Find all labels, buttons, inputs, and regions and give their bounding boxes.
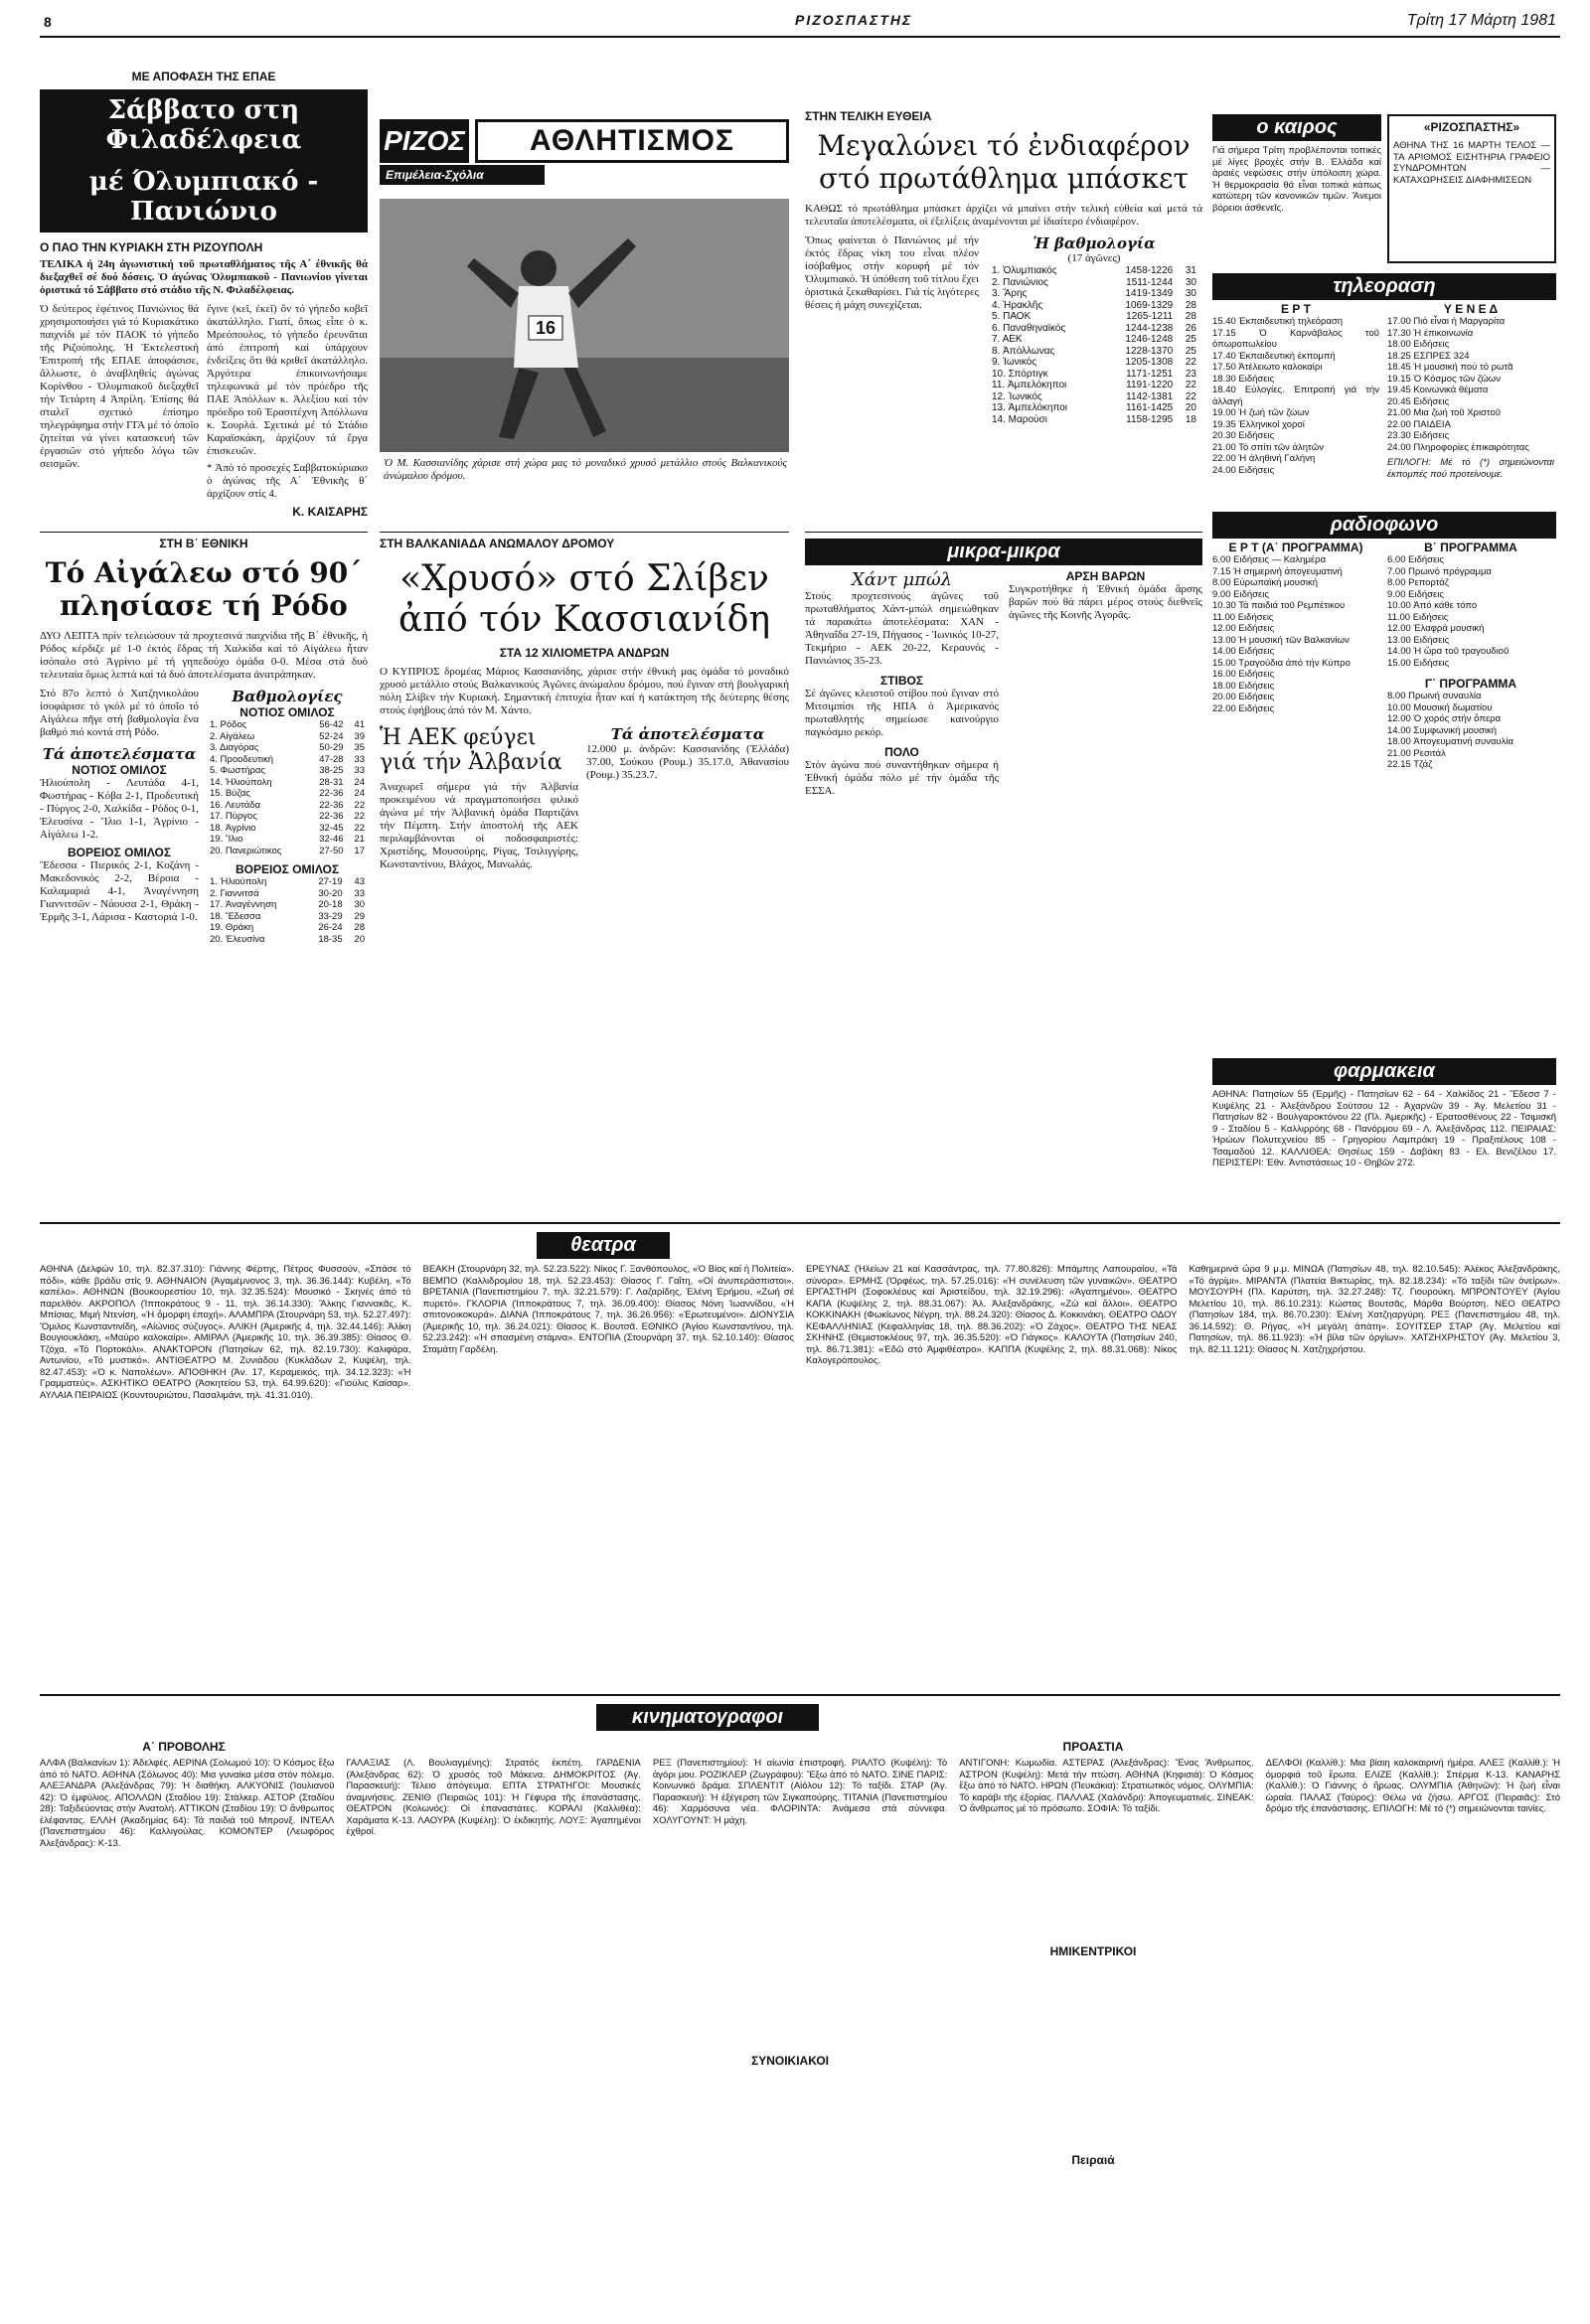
article-b-ethniki	[40, 532, 368, 1208]
table-cell: 13. Ἀμπελόκηποι	[992, 402, 1067, 413]
table-cell: 23	[1185, 368, 1196, 380]
table-row	[989, 380, 1199, 391]
ad-title: «ΡΙΖΟΣΠΑΣΤΗΣ»	[1423, 120, 1520, 134]
micro-news	[805, 532, 1202, 1208]
list-item: 22.00 ΠΑΙΔΕΙΑ	[1387, 418, 1451, 430]
article-subkicker: ΣΤΑ 12 ΧΙΛΙΟΜΕΤΡΑ ΑΝΔΡΩΝ	[499, 646, 670, 660]
issue-date: Τρίτη 17 Μάρτη 1981	[1406, 12, 1556, 29]
table-row	[989, 369, 1199, 381]
table-cell: 22-36	[319, 811, 344, 822]
table-cell: 27-50	[319, 845, 344, 856]
headline-line1: Σάββατο στη Φιλαδέλφεια	[40, 89, 368, 161]
table-row	[989, 311, 1199, 323]
table-row	[989, 277, 1199, 289]
list-item: 13.00 Ἡ μουσική τῶν Βαλκανίων	[1212, 634, 1350, 646]
table-row	[989, 265, 1199, 277]
list-item: 10.30 Τά παιδιά τοῦ Ρεμπέτικου	[1212, 600, 1346, 611]
tv-label: τηλεοραση	[1212, 273, 1556, 300]
radio-b-schedule	[1387, 554, 1554, 669]
table-row	[207, 911, 368, 923]
table-cell: 19. Θράκη	[210, 922, 254, 933]
listing-column: ΑΘΗΝΑ (Δελφών 10, τηλ. 82.37.310): Γιάννης Φέρτης, Πέτρος Φυσσούν, «Σπάσε τό πόδι», κάθε βράδυ στίς 9. ΑΘΗΝΑΙΟΝ (Ἀγαμέμνονος 3, τηλ. 36.36.144): Κυβέλη, «Τό καπέλο». ΑΘΗΝΩΝ (Βουκουρεστίου 10, τηλ. 32.35.524): Μουσικό - Σκηνές ἀπό τό παρελθόν. ΑΚΡΟΠΟΛ (Ἰπποκράτους 9 - 11, τηλ. 36.14.330): Ἄλκης Γιαννακᾶς, Κ. Μπίσιας, Μιμή Ντενίση, «Ἡ ὄμορφη ἐποχή». ΑΛΑΜΠΡΑ (Στουρνάρη 53, τηλ. 52.27.497): Ὅμιλος Κωνσταντινίδη, «Αἰώνιος σύζυγος». ΑΛΙΚΗ (Ἀμερικῆς 4, τηλ. 32.44.146): Ἀλίκη Βουγιουκλάκη, «Μαύρο καλοκαίρι». ΑΜΙΡΑΛ (Ἀμερικῆς 10, τηλ. 36.39.385): Θίασος Θ. Τζόχα, «Τό Πορτοκάλι». ΑΝΑΚΤΟΡΟΝ (Πατησίων 62, τηλ. 82.19.730): Καλιφάρα, Αντωνίου, «Τό μυστικό». ΑΝΤΙΘΕΑΤΡΟ Μ. Ζυνιάδου (Κυκλάδων 2, Κυψέλη, τηλ. 82.47.453): «Ὁ κ. Ναπολέων». ΑΠΟΘΗΚΗ (Ἀν. 17, Κεραμεικός, τηλ. 34.12.323): «Ἡ Γραμματεύς». ΑΣΚΗΤΙΚΟ ΘΕΑΤΡΟ (Ἀσκητείου 53, τηλ. 64.99.620): «Γιούλις Καίσαρ». ΑΥΛΑΙΑ ΠΕΙΡΑΙΩΣ (Κουντουριώτου, Πασαλιμάνι, τηλ. 41.31.010).	[40, 1264, 411, 1401]
table-row	[207, 823, 368, 835]
south-standings-table	[207, 719, 368, 856]
list-item: 19.15 Ὁ Κόσμος τῶν ζώων	[1387, 373, 1501, 385]
list-item: 21.00 Μια ζωή τοῦ Χριστοῦ	[1387, 407, 1502, 418]
table-cell: 22	[354, 811, 365, 822]
list-item: 23.30 Ειδήσεις	[1387, 430, 1450, 441]
table-cell: 33	[354, 765, 365, 776]
list-item: 14.00 Συμφωνική μουσική	[1387, 724, 1498, 736]
list-item: 15.00 Ειδήσεις	[1387, 657, 1450, 669]
table-row	[207, 811, 368, 823]
table-cell: 14. Ἠλιούπολη	[210, 776, 272, 788]
list-item: 7.15 Ἡ σημερινή ἀπογευματινή	[1212, 565, 1343, 577]
cinemas-listing	[40, 1758, 1560, 2309]
table-cell: 28-31	[319, 776, 344, 788]
article-kicker: ΜΕ ΑΠΟΦΑΣΗ ΤΗΣ ΕΠΑΕ	[131, 70, 276, 83]
table-cell: 1158-1295	[1126, 413, 1174, 425]
masthead-riz: ΡΙΖΟΣ	[380, 119, 469, 163]
byline: Κ. ΚΑΙΣΑΡΗΣ	[292, 505, 368, 517]
list-item: 20.45 Ειδήσεις	[1387, 395, 1450, 407]
headline-line2: πλησίασε τή Ρόδο	[60, 589, 348, 622]
list-item: 14.00 Ειδήσεις	[1212, 646, 1275, 657]
table-cell: 14. Μαρούσι	[992, 413, 1047, 425]
weather-text: Γιά σήμερα Τρίτη προβλέπονται τοπικές μέ λίγες βροχές στήν Β. Ἑλλάδα καί ἀραιές νεφώσεις στήν ὑπόλοιπη χώρα. Ἡ θερμοκρασία θά εἶναι τοπικά κάπως κατώτερη τῶν κανονικῶν τιμῶν. Ἄνεμοι βόρειοι ἀσθενεῖς.	[1212, 145, 1381, 214]
results-title: Τά ἀποτελέσματα	[42, 745, 197, 763]
table-cell: 52-24	[319, 730, 344, 742]
table-cell: 1191-1220	[1126, 380, 1174, 390]
standings-subtitle: (17 ἀγῶνες)	[1067, 252, 1121, 264]
article-body: Ὁ δεύτερος ἐφέτινος Πανιώνιος θά χρησιμοποιήσει γιά τό Κυριακάτικο παιχνίδι μέ τόν ΠΑΟΚ τό γήπεδο τῆς Ριζούπολης. Ἡ Ἐκτελεστική Ἐπιτροπή τῆς ΕΠΑΕ ἀποφάσισε, ἄλλωστε, ὁ ἀναβληθείς ἀγώνας Κορίνθου - Ὀλυμπιακοῦ διεξαχθεῖ τήν Τετάρτη 4 Ἀπρίλη. Ἐπίσης θά σταλεῖ σχετικό ἐπίσημο τηλεγράφημα στήν ΓΓΑ μέ τό ὁποῖο ζητείται νά γίνει κατασκευή τῶν ἐργασιῶν στό γήπεδο λόγω τῶν σεισμῶν.	[40, 303, 199, 470]
list-item: 17.00 Πιό εἶναι ἡ Μαργαρίτα	[1387, 316, 1506, 327]
theatres-section	[40, 1222, 1560, 1691]
theatres-label: θεατρα	[537, 1232, 670, 1259]
list-item: 19.35 Ἑλληνικοί χοροί	[1212, 418, 1305, 430]
table-row	[207, 788, 368, 800]
table-cell: 18. Ἔδεσσα	[210, 910, 261, 922]
table-cell: 20	[354, 933, 365, 945]
section-masthead	[380, 119, 789, 187]
table-row	[989, 300, 1199, 312]
aek-headline-line2: γιά τήν Ἀλβανία	[380, 750, 562, 775]
table-cell: 4. Ἠρακλῆς	[992, 299, 1043, 311]
list-item: 21.00 Τό σπίτι τῶν ἀλητῶν	[1212, 441, 1324, 453]
list-item: 19.45 Κοινωνικά θέματα	[1387, 385, 1489, 395]
table-cell: 1. Ὀλυμπιακός	[992, 265, 1057, 276]
radio-a-schedule	[1212, 554, 1379, 714]
table-row	[989, 414, 1199, 426]
table-cell: 1458-1226	[1125, 265, 1174, 276]
table-cell: 2. Πανιώνιος	[992, 276, 1048, 288]
pharmacies-text: ΑΘΗΝΑ: Πατησίων 55 (Ἐρμῆς) - Πατησίων 62 - 64 - Χαλκίδος 21 - Ἔδεσσ 7 - Κυψέλης 21 - Ἀλεξάνδρου Σούτσου 12 - Ἀχαρνῶν 39 - Ἀγ. Μελετίου 31 - Πατησίων 82 - Βουλγαροκτόνου 22 (Πλ. Ἀμερικῆς) - Ἐρατοσθένους 22 - Τσιμισκῆ 9 - Σταδίου 5 - Καλλιρρόης 68 - Πανόρμου 69 - Λ. Ἀλεξάνδρας 112. ΠΕΙΡΑΙΑΣ: Ἠρώων Πολυτεχνείου 85 - Γρηγορίου Λαμπράκη 19 - Πραξιτέλους 108 - Τσαμαδού 12. ΚΑΛΛΙΘΕΑ: Θησέως 159 - Δαβάκη 83 - Ελ. Βενιζέλου 17. ΠΕΡΙΣΤΕΡΙ: Ἐθν. Ἀντιστάσεως 10 - Θηβῶν 272.	[1212, 1089, 1556, 1168]
table-cell: 31	[1185, 265, 1196, 276]
table-cell: 20. Ἐλευσίνα	[210, 933, 265, 945]
table-cell: 8. Ἀπόλλωνας	[992, 345, 1055, 357]
standings-title: Ἡ βαθμολογία	[1033, 234, 1156, 252]
table-cell: 24	[354, 788, 365, 799]
athletics-body: Σέ ἀγῶνες κλειστοῦ στίβου πού ἔγιναν στό Μιτσιμπίσι τῆς ΗΠΑ ὁ Ἀμερικανός πρωταθλητής σημείωσε καινούργιο παγκόσμιο ρεκόρ.	[805, 688, 999, 738]
tv-note: ΕΠΙΛΟΓΗ: Μέ τό (*) σημειώνονται ἐκπομπές πού προτείνουμε.	[1387, 457, 1554, 480]
table-cell: 25	[1185, 345, 1196, 357]
theatres-listing	[40, 1264, 1560, 1686]
listing-column: ΑΛΦΑ (Βαλκανίων 1): Ἀδελφές. ΑΕΡΙΝΑ (Σολωμού 10): Ὁ Κόσμος ἔξω ἀπό τό ΝΑΤΟ. ΑΘΗΝΑ (Σόλωνος 40): Μια γυναίκα μέσα στόν πόλεμο. ΑΛΕΞΑΝΔΡΑ (Ἀλεξάνδρας 79): Ἡ διαθήκη. ΑΛΚΥΟΝΙΣ (Ἰουλιανοῦ 42): Ὁ ἐμφύλιος. ΑΠΟΛΛΩΝ (Σταδίου 19): Στάλκερ. ΑΣΤΟΡ (Σταδίου 28): Ταξιδεύοντας στήν Ἀνατολή. ΑΤΤΙΚΟΝ (Σταδίου 19): Ὁ ἄνθρωπος ἐλέφαντας. ΕΛΛΗ (Ἀκαδημίας 64): Τά παιδιά τοῦ Μπρονξ. ΙΝΤΕΑΛ (Πανεπιστημίου 46): Καλλιγούλας. ΚΟΜΟΝΤΕΡ (Λεωφόρος Ἀλεξάνδρας): Κ-13.	[40, 1758, 335, 1849]
listing-column: ΓΑΛΑΞΙΑΣ (Λ. Βουλιαγμένης): Στρατός ἐκπέτη. ΓΑΡΔΕΝΙΑ (Ἀλεξάνδρας 62): Ὁ χρυσός τοῦ Μάκενα. ΔΗΜΟΚΡΙΤΟΣ (Ἀγ. Παρασκευή): Τέλειο ἀπόγευμα. ΕΠΤΑ ΣΤΡΑΤΗΓΟΙ: Μουσικές ἀναμνήσεις. ΖΕΝΙΘ (Πειραιῶς 101): Ἡ Γέφυρα τῆς ἐπανάστασης. ΘΕΑΤΡΟΝ (Κολωνός): Οἱ ἐπαναστάτες. ΚΟΡΑΛΙ (Καλλιθέα): Χαράματα Κ-13. ΛΑΟΥΡΑ (Κυψέλη): Ὁ ἐκδικητής. ΛΟΥΞ: Ἀγαπημένοι ἐχθροί.	[346, 1758, 641, 1837]
list-item: 22.15 Τζάζ	[1387, 759, 1433, 770]
table-cell: 20	[1185, 402, 1196, 413]
newspaper-ad	[1387, 114, 1556, 263]
headline-line1: Μεγαλώνει τό ἐνδιαφέρον	[817, 129, 1191, 162]
table-cell: 18-35	[318, 933, 343, 945]
table-cell: 6. Παναθηναϊκός	[992, 322, 1066, 334]
list-item: 9.00 Ειδήσεις	[1387, 588, 1444, 600]
table-row	[207, 934, 368, 946]
table-cell: 1265-1211	[1126, 311, 1174, 322]
table-cell: 1. Ρόδος	[210, 719, 247, 730]
list-item: 18.00 Ειδήσεις	[1387, 339, 1450, 350]
table-cell: 19. Ἴλιο	[210, 834, 243, 845]
radio-a-title: Ε Ρ Τ (Α΄ ΠΡΟΓΡΑΜΜΑ)	[1228, 541, 1363, 554]
table-cell: 9. Ἰωνικός	[992, 357, 1037, 368]
list-item: 12.00 Ειδήσεις	[1212, 623, 1275, 634]
article-body: Ὅπως φαίνεται ὁ Πανιώνιος μέ τήν ἐκτός ἕδρας νίκη του εἶναι πλέον ἰσόβαθμος στήν κορυφή μέ τόν Ὀλυμπιακό. Ἡ ὑπόθεση τοῦ τίτλου ἔχει ὁριστικά ξεκαθαρίσει. Γιά τίς λιγότερες θέσεις ἡ μάχη συνεχίζεται.	[805, 234, 979, 311]
handball-title: Χάντ μπώλ	[851, 569, 953, 590]
article-kicker: ΣΤΗ ΒΑΛΚΑΝΙΑΔΑ ΑΝΩΜΑΛΟΥ ΔΡΟΜΟΥ	[380, 537, 615, 550]
pharmacies-label: φαρμακεια	[1212, 1058, 1556, 1085]
suburbs-title: ΠΡΟΑΣΤΙΑ	[1062, 1740, 1124, 1754]
table-row	[207, 719, 368, 731]
article-lead: ΔΥΟ ΛΕΠΤΑ πρίν τελειώσουν τά προχτεσινά παιχνίδια τῆς Β΄ έθνικῆς, ἡ Ρόδος κέρδιζε μέ 1-0 ἐκτός ἕδρας τή Χαλκίδα καί τό Αἰγάλεω ἦταν ἰσόπαλο στό Ἀγρίνιο μέ τή γηπεδούχο ὁμάδα 0-0. Μέσα στά δυό τελευταία ὅμως λεπτά καί τά δυό ἀποτελέσματα ἀνατράπηκαν.	[40, 630, 368, 681]
table-cell: 17	[354, 845, 365, 856]
list-item: 6.00 Ειδήσεις	[1387, 554, 1444, 565]
table-cell: 1228-1370	[1125, 345, 1174, 357]
table-cell: 27-19	[318, 876, 343, 887]
polo-body: Στόν ἀγώνα πού συναντήθηκαν σήμερα ἡ Ἐθνική ὁμάδα πόλο μέ τήν ὁμάδα τῆς ΕΣΣΑ.	[805, 759, 999, 797]
table-cell: 30-20	[318, 887, 343, 899]
table-cell: 43	[354, 876, 365, 887]
handball-body: Στούς προχτεσινούς ἀγῶνες τοῦ πρωταθλήματος Χάντ-μπώλ σημειώθηκαν τά παρακάτω ἀποτελέσματα: ΧΑΝ - Ἀθηναΐδα 27-19, Πήγασος - Ἰωνικός 10-27, Τεκμήριο - ΑΕΚ 20-22, Κεραυνός - Πανιώνιος 35-23.	[805, 590, 999, 667]
article-body: ἔγινε (κεῖ, ἐκεῖ) ὄν τό γήπεδο κοβεῖ ἀκατάλληλο. Γιατί, ὅπως εἶπε ὁ κ. Μρεόπουλος, τό γήπεδο ἐρευνᾶται ἀπό ἐπιτροπή καί ὑπάρχουν ἐνδείξεις ὅτι θά κριθεῖ ἀκατάλληλο. Ἀργότερα ἐπικοινωνήσαμε τηλεφωνικά μέ τόν πρόεδρο τῆς ΠΑΕ Ἀπόλλων κ. Ἀλεξίου καί τόν πρόεδρο τοῦ Ἐρασιτέχνη Ἀπόλλωνα κ. Σουρλά. Σχετικά μέ τό Στάδιο Καραϊσκάκη, ἀρχίζουν τά ἔργα ἐπισκευῶν.	[207, 303, 368, 457]
ert-title: Ε Ρ Τ	[1280, 302, 1311, 316]
table-cell: 29	[354, 910, 365, 922]
radio-g-schedule	[1387, 691, 1554, 771]
weather-label: ο καιρος	[1212, 114, 1381, 141]
table-row	[989, 402, 1199, 414]
table-cell: 30	[1185, 276, 1196, 288]
table-cell: 50-29	[319, 742, 344, 753]
table-cell: 22	[354, 799, 365, 811]
list-item: 12.00 Ἐλαφρά μουσική	[1387, 623, 1485, 634]
radio-b-title: Β΄ ΠΡΟΓΡΑΜΜΑ	[1424, 541, 1517, 554]
table-cell: 30	[354, 899, 365, 910]
list-item: 21.00 Ρεσιτάλ	[1387, 747, 1446, 759]
list-item: 24.00 Ειδήσεις	[1212, 464, 1275, 476]
table-cell: 33	[354, 753, 365, 765]
table-row	[989, 357, 1199, 369]
table-cell: 25	[1185, 334, 1196, 345]
table-cell: 26	[1185, 322, 1196, 334]
table-cell: 1171-1251	[1126, 368, 1174, 380]
listing-column: ΕΡΕΥΝΑΣ (Ἠλείων 21 καί Κασσάντρας, τηλ. 77.80.826): Μπάμπης Λαπουραίου, «Τά σύνορα». ΕΡΜΗΣ (Ὀρφέως, τηλ. 57.25.016): «Ἡ συνέλευση τῶν γυναικῶν». ΘΕΑΤΡΟ ΕΡΓΑΣΤΗΡΙ (Σοφοκλέους καί Ἀριστείδου, τηλ. 32.19.296): «Ἀγαπημένοι». ΘΕΑΤΡΟ ΚΑΠΑ (Κυψέλης 2, τηλ. 88.31.067): Ἀλ. Ἀλεξανδράκης, «Ζώ καί ἄλλοι». ΘΕΑΤΡΟ ΚΟΚΚΙΝΑΚΗ (Φωκίωνος Νέγρη, τηλ. 88.24.320): Θίασος Δ. Κοκκινάκη. ΘΕΑΤΡΟ ΟΔΟΥ ΚΕΦΑΛΛΗΝΙΑΣ (Κεφαλληνίας 18, τηλ. 88.36.202): «Ὁ Ζάχος». ΘΕΑΤΡΟ ΤΗΣ ΝΕΑΣ ΣΚΗΝΗΣ (Θεμιστοκλέους 97, τηλ. 36.35.520): «Ὁ Γιάγκος». ΚΑΛΟΥΤΑ (Πατησίων 240, τηλ. 86.71.381): «Ἑδῶ στό Ἀμφιθέατρο». ΚΑΠΠΑ (Κυψέλης 2, τηλ. 88.31.068): Νίκος Καλογερόπουλος.	[806, 1264, 1178, 1366]
photo-caption: Ὁ Μ. Κασσιανίδης χάρισε στή χώρα μας τό μοναδικό χρυσό μετάλλιο στούς Βαλκανικούς ἀνώμαλου δρόμου.	[384, 457, 787, 482]
table-row	[207, 731, 368, 743]
list-item: 24.00 Πληροφορίες ἐπικαιρότητας	[1387, 441, 1529, 453]
list-item: 17.50 Ἀτέλειωτο καλοκαίρι	[1212, 362, 1323, 373]
table-cell: 35	[354, 742, 365, 753]
table-cell: 32-45	[319, 822, 344, 834]
cinemas-section	[40, 1694, 1560, 2312]
list-item: 9.00 Ειδήσεις	[1212, 588, 1269, 600]
runner-photo	[380, 199, 789, 452]
table-row	[989, 323, 1199, 335]
north-standings-table	[207, 876, 368, 945]
table-row	[207, 922, 368, 934]
table-cell: 3. Διαγόρας	[210, 742, 259, 753]
south-standings-title: ΝΟΤΙΟΣ ΟΜΙΛΟΣ	[239, 705, 335, 719]
page-number: 8	[44, 14, 52, 30]
table-cell: 30	[1185, 288, 1196, 299]
table-cell: 22	[1185, 380, 1196, 390]
north-standings-title: ΒΟΡΕΙΟΣ ΟΜΙΛΟΣ	[235, 862, 340, 876]
table-row	[989, 334, 1199, 346]
list-item: 17.15 Ὁ Καρνάβαλος τοῦ ὁπωροπωλείου	[1212, 327, 1379, 350]
table-row	[207, 754, 368, 766]
weightlifting-title: ΑΡΣΗ ΒΑΡΩΝ	[1065, 569, 1146, 583]
list-item: 17.40 Ἐκπαιδευτική ἐκπομπή	[1212, 350, 1336, 362]
table-cell: 1205-1308	[1125, 357, 1174, 368]
first-run-title: Α΄ ΠΡΟΒΟΛΗΣ	[142, 1740, 226, 1754]
table-cell: 12. Ἰωνικός	[992, 390, 1042, 402]
table-cell: 3. Ἄρης	[992, 288, 1028, 299]
table-cell: 18	[1185, 413, 1196, 425]
listing-column: ΒΕΑΚΗ (Στουρνάρη 32, τηλ. 52.23.522): Νίκος Γ. Ξανθόπουλος, «Ὁ Βίος καί ἡ Πολιτεία». ΒΕΜΠΟ (Καλλιδρομίου 18, τηλ. 52.23.453): Θίασος Γ. Γαΐτη, «Οἱ ἀνυπεράσπιστοι». ΒΡΕΤΑΝΙΑ (Πανεπιστημίου 7, τηλ. 32.21.579): Γ. Λαζαρίδης, Ἑλένη Ἐρήμου, «Ζωή σέ πυρετό». ΓΚΛΟΡΙΑ (Ἱπποκράτους 7, τηλ. 36.09.400): Θίασος Νόνη Ἰωαννίδου, «Ἡ σπιτονοικοκυρά». ΔΙΑΝΑ (Ἱπποκράτους 7, τηλ. 36.26.956): «Ἐρωτευμένοι». ΔΙΟΝΥΣΙΑ (Ἀμερικῆς 10, τηλ. 36.24.021): Θίασος Κ. Βουτσᾶ. ΕΘΝΙΚΟ (Ἀγίου Κωνσταντίνου, τηλ. 52.23.242): «Ἡ σπασμένη στάμνα». ΕΝΤΟΠΙΑ (Στουρνάρη 37, τηλ. 52.10.140): Θίασος Σταμάτη Γαρδέλη.	[422, 1264, 794, 1355]
table-cell: 56-42	[319, 719, 344, 730]
table-cell: 47-28	[319, 753, 344, 765]
list-item: 18.00 Ειδήσεις	[1212, 680, 1275, 692]
page-header	[40, 10, 1560, 38]
cinemas-label: κινηματογραφοι	[596, 1704, 819, 1731]
list-item: 18.00 Ἀπογευματινή συναυλία	[1387, 736, 1513, 747]
runner-figure	[380, 199, 789, 452]
table-row	[207, 846, 368, 857]
headline-line1: «Χρυσό» στό Σλίβεν	[399, 558, 769, 599]
polo-title: ΠΟΛΟ	[884, 745, 919, 759]
athletics-title: ΣΤΙΒΟΣ	[879, 674, 924, 688]
list-item: 14.00 Ἡ ὥρα τοῦ τραγουδιοῦ	[1387, 646, 1510, 657]
list-item: 8.00 Πρωινή συναυλία	[1387, 691, 1482, 701]
headline-line2: στό πρωτάθλημα μπάσκετ	[819, 162, 1189, 195]
standings-title: Βαθμολογίες	[232, 688, 343, 705]
list-item: 18.45 Ἡ μουσική πού τό ρωτᾶ	[1387, 362, 1513, 373]
aek-headline-line1: Ἡ ΑΕΚ φεύγει	[380, 725, 537, 750]
list-item: 10.00 Μουσική δωματίου	[1387, 701, 1493, 713]
list-item: 6.00 Ειδήσεις — Καλημέρα	[1212, 554, 1327, 565]
list-item: 18.30 Ειδήσεις	[1212, 373, 1275, 385]
table-cell: 1511-1244	[1126, 276, 1174, 288]
north-group-title: ΒΟΡΕΙΟΣ ΟΜΙΛΟΣ	[67, 846, 172, 859]
headline-line1: Τό Αἰγάλεω στό 90΄	[45, 556, 363, 589]
tv-listings	[1212, 273, 1556, 502]
weather-box	[1212, 114, 1381, 263]
table-cell: 22	[354, 822, 365, 834]
table-row	[207, 765, 368, 777]
list-item: 15.00 Τραγούδια ἀπό τήν Κύπρο	[1212, 657, 1351, 669]
list-item: 19.00 Ἡ ζωή τῶν ζώων	[1212, 407, 1310, 418]
north-results: Ἔδεσσα - Πιερικός 2-1, Κοζάνη - Μακεδονικός 2-2, Βέροια - Καλαμαριά 4-1, Ἀναγέννηση Γιαννιτσῶν - Νάουσα 2-1, Θράκη - Ἑρμῆς 3-1, Λάρισα - Καστοριά 1-0.	[40, 859, 199, 923]
headline-line2: ἀπό τόν Κασσιανίδη	[398, 599, 771, 640]
list-item: 18.40 Εὐλογίες. Ἐπιτροπή γιά τήν ἀλλαγή	[1212, 385, 1379, 407]
article-lead: ΚΑΘΩΣ τό πρωτάθλημα μπάσκετ ἀρχίζει νά μπαίνει στήν τελική εὐθεία καί μετά τά τελευταῖα ἀποτελέσματα, οἱ ἐξελίξεις ἀναμένονται μέ ἰδιαίτερο ἐνδιαφέρον.	[805, 203, 1202, 228]
list-item: 18.25 ΕΣΠΡΕΣ 324	[1387, 350, 1470, 362]
table-cell: 2. Αἰγάλεω	[210, 730, 255, 742]
listing-column: ΑΝΤΙΓΟΝΗ: Κωμωδία. ΑΣΤΕΡΑΣ (Ἀλεξάνδρας): Ἔνας Ἄνθρωπος. ΑΣΤΡΟΝ (Κυψέλη): Μετά τήν πτώση. ΑΘΗΝΑ (Κηφισιά): Ὁ Κόσμος ἔξω ἀπό τό ΝΑΤΟ. ΗΡΩΝ (Πευκάκια): Στρατιωτικός νόμος. ΟΛΥΜΠΙΑ: Τό καράβι τῆς ἐξορίας. ΠΑΛΛΑΣ (Χαλάνδρι): Ἀπογευματινές. ΣΙΝΕΑΚ: Ὁ ἄνθρωπος μέ τό πρόσωπο. ΣΟΦΙΑ: Τό ταξίδι.	[959, 1758, 1254, 1814]
table-row	[207, 834, 368, 846]
table-row	[207, 876, 368, 888]
article-lead: ΤΕΛΙΚΑ ή 24η άγωνιστική τοῦ πρωταθλήματος τῆς Α΄ έθνικῆς θά διεξαχθεῖ σέ δυό δόσεις. Ὁ ἀγώνας Ὀλυμπιακοῦ - Πανιωνίου γίνεται ὁριστικά τό Σάββατο στό στάδιο τῆς Ν. Φιλαδέλφειας.	[40, 258, 368, 296]
newspaper-name: ΡΙΖΟΣΠΑΣΤΗΣ	[795, 12, 913, 28]
ad-text: ΑΘΗΝΑ ΤΗΣ 16 ΜΑΡΤΗ ΤΕΛΟΣ — ΤΑ ΑΡΙΘΜΟΣ ΕΙΣΗΤΗΡΙΑ ΓΡΑΦΕΙΟ ΣΥΝΔΡΟΜΗΤΩΝ — ΚΑΤΑΧΩΡΗΣΕΙΣ ΔΙΑΦΗΜΙΣΕΩΝ	[1393, 140, 1550, 186]
table-cell: 17. Πύργος	[210, 811, 257, 822]
article-body: Ο ΚΥΠΡΙΟΣ δρομέας Μάριος Κασσιανίδης, χάρισε στήν ἐθνική μας ὁμάδα τό μοναδικό χρυσό μετάλλιο στούς Βαλκανικούς Ἀγῶνες ἀνώμαλου δρόμου, πού ἔγιναν στή βουλγαρική πόλη Σλίβεν τήν Κυριακή. Σημαντική ἐπιτυχία ἦταν καί ἡ κατάκτηση τῆς δεύτερης θέσης στούς ἐφήβους ἀπό τόν Μ. Χάντο.	[380, 666, 789, 716]
ert-schedule	[1212, 316, 1379, 476]
article-kicker: ΣΤΗ Β΄ ΕΘΝΙΚΗ	[159, 537, 248, 550]
yened-schedule	[1387, 316, 1554, 453]
table-cell: 5. Φωστήρας	[210, 765, 265, 776]
table-row	[989, 391, 1199, 403]
table-cell: 1161-1425	[1126, 402, 1174, 413]
article-note: * Ἀπό τό προσεχές Σαββατοκύριακο ὁ ἀγώνας τῆς Α΄ Ἐθνικῆς θ΄ ἀρχίζουν στίς 4.	[207, 462, 368, 500]
masthead-sport: ΑΘΛΗΤΙΣΜΟΣ	[475, 119, 789, 163]
runner-bib-number: 16	[535, 318, 556, 338]
table-row	[207, 888, 368, 900]
list-item: 13.00 Ειδήσεις	[1387, 634, 1450, 646]
article-philadelphia	[40, 70, 368, 517]
masthead-sub: Επιμέλεια-Σχόλια	[380, 165, 545, 185]
south-group-title: ΝΟΤΙΟΣ ΟΜΙΛΟΣ	[72, 763, 167, 777]
yened-title: Υ Ε Ν Ε Δ	[1443, 302, 1499, 316]
table-row	[207, 742, 368, 754]
listing-column: ΡΕΞ (Πανεπιστημίου): Ἡ αἰωνία ἐπιστροφή. ΡΙΑΛΤΟ (Κυψέλη): Τό ἀγόρι μου. ΡΟΖΙΚΛΕΡ (Ζωγράφου): Ἔξω ἀπό τό ΝΑΤΟ. ΣΙΝΕ ΠΑΡΙΣ: Κοινωνικό δράμα. ΣΠΛΕΝΤΙΤ (Αἰόλου 12): Τό ταξίδι. ΣΤΑΡ (Ἀγ. Παρασκευή): Ἡ ἐξέγερση τῶν Σιγκαπούρης. ΤΙΤΑΝΙΑ (Πανεπιστημίου 46): Χαρμόσυνα νέα. ΦΛΟΡΙΝΤΑ: Ἀνάμεσα στά σύννεφα. ΧΟΛΥΓΟΥΝΤ: Ἡ μάχη.	[652, 1758, 948, 1826]
table-cell: 32-46	[319, 834, 344, 845]
table-cell: 39	[354, 730, 365, 742]
article-kicker: ΣΤΗΝ ΤΕΛΙΚΗ ΕΥΘΕΙΑ	[805, 109, 932, 123]
table-cell: 26-24	[318, 922, 343, 933]
table-cell: 1419-1349	[1125, 288, 1174, 299]
list-item: 11.00 Ειδήσεις	[1387, 611, 1449, 623]
semi-central-title: ΗΜΙΚΕΝΤΡΙΚΟΙ	[1049, 1944, 1137, 1958]
list-item: 11.00 Ειδήσεις	[1212, 611, 1274, 623]
list-item: 20.30 Ειδήσεις	[1212, 430, 1275, 441]
article-body: Στό 87ο λεπτό ὁ Χατζηνικολάου ἰσοφάρισε τό γκόλ μέ τό ὁποῖο τό Αἰγάλεω πῆγε στή βαθμολογία ἕνα βαθμό πιό κοντά στή Ρόδο.	[40, 688, 199, 738]
radio-listings	[1212, 512, 1556, 1048]
table-cell: 10. Σπόρτιγκ	[992, 368, 1048, 380]
list-item: 15.40 Ἐκπαιδευτική τηλεόραση	[1212, 316, 1344, 327]
listing-column: Καθημερινά ὥρα 9 μ.μ. ΜΙΝΩΑ (Πατησίων 48, τηλ. 82.10.545): Ἀλέκος Ἀλεξανδράκης, «Τό ἀγρίμι». ΜΙΡΑΝΤΑ (Πλατεία Βικτωρίας, τηλ. 82.18.234): «Τό ταξίδι τῶν ὀνείρων». ΜΟΥΣΟΥΡΗ (Πλ. Καρύτση, τηλ. 32.27.248): Τζ. Γιουρούκη. ΜΠΡΟΝΤΟΥΕΥ (Ἀγίου Μελετίου 10, τηλ. 86.10.231): Κώστας Βουτσᾶς, Μάρθα Βούρτση. ΝΕΟ ΘΕΑΤΡΟ (Πατησίων 184, τηλ. 86.70.230): Ἐλένη Χατζηαργύρη. ΡΕΞ (Πανεπιστημίου 48, τηλ. 36.14.592): Θ. Ρήγας, «Ἡ μεγάλη ἀπάτη». ΣΟΥΙΤΣΕΡ ΣΤΑΡ (Ἀγ. Μελετίου καί Πατησίων, τηλ. 86.11.923): «Ἡ βίλα τῶν ὀργίων». ΧΑΤΖΗΧΡΗΣΤΟΥ (Ἀγ. Μελετίου 3, τηλ. 82.11.121): Θίασος Ν. Χατζηχρήστου.	[1189, 1264, 1560, 1355]
table-cell: 41	[354, 719, 365, 730]
table-row	[989, 346, 1199, 358]
list-item: 8.00 Ρεπορτάζ	[1387, 577, 1449, 588]
list-item: 7.00 Πρωινό πρόγραμμα	[1387, 565, 1492, 577]
table-cell: 22	[1185, 390, 1196, 402]
table-cell: 24	[354, 776, 365, 788]
table-cell: 1244-1238	[1125, 322, 1174, 334]
list-item: 16.00 Ειδήσεις	[1212, 669, 1275, 680]
table-cell: 38-25	[319, 765, 344, 776]
table-cell: 20-18	[318, 899, 343, 910]
pharmacies-box	[1212, 1058, 1556, 1217]
table-cell: 33-29	[318, 910, 343, 922]
table-cell: 2. Γιαννιτσά	[210, 887, 259, 899]
weightlifting-body: Συγκροτήθηκε ἡ Ἐθνική ὁμάδα ἄρσης βαρῶν πού θά πάρει μέρος στούς διεθνεῖς ἀγῶνες τῆς Κοινῆς Ἀγορᾶς.	[1009, 583, 1202, 621]
sliven-results: 12.000 μ. ἀνδρῶν: Κασσιανίδης (Ἑλλάδα) 37.00, Σούκου (Ρουμ.) 35.17.0, Ἀθανασίου (Ρουμ.) 35.23.7.	[586, 743, 789, 781]
table-cell: 28	[1185, 299, 1196, 311]
table-cell: 22-36	[319, 799, 344, 811]
article-sliven	[380, 532, 789, 1208]
list-item: 8.00 Εὐρωπαϊκή μουσική	[1212, 577, 1319, 588]
listing-column: ΔΕΛΦΟΙ (Καλλίθ.): Μια βίαιη καλοκαιρινή ἡμέρα. ΑΛΕΞ (Καλλίθ.): Ἡ ὁμορφιά τοῦ ἔρωτα. ΕΛΙΖΕ (Καλλίθ.): Σπέρμα Κ-13. ΚΑΝΑΡΗΣ (Καλλίθ.): Ὁ Γιάννης ὁ ἥρωας. ΟΛΥΜΠΙΑ (Ἀθηνῶν): Ἡ ζωή εἶναι ὡραία. ΠΑΛΑΣ (Ταύρος): Θέλω νά ζήσω. ΑΡΓΟΣ (Πειραιᾶς): Στό δρόμο τῆς ἐπανάστασης. ΕΠΙΛΟΓΗ: Μέ τό (*) σημειώνονται ταινίες.	[1265, 1758, 1561, 1814]
radio-g-title: Γ΄ ΠΡΟΓΡΑΜΜΑ	[1424, 677, 1517, 691]
table-cell: 7. ΑΕΚ	[992, 334, 1023, 345]
article-subkicker: Ο ΠΑΟ ΤΗΝ ΚΥΡΙΑΚΗ ΣΤΗ ΡΙΖΟΥΠΟΛΗ	[40, 240, 263, 254]
piraeus-title: Πειραιά	[1071, 2153, 1115, 2167]
table-cell: 20. Πανεριώτικος	[210, 845, 282, 856]
list-item: 10.00 Ἀπό κάθε τόπο	[1387, 600, 1478, 611]
table-row	[989, 288, 1199, 300]
table-cell: 4. Προοδευτική	[210, 753, 274, 765]
table-cell: 1069-1329	[1125, 299, 1174, 311]
table-cell: 16. Λευτάδα	[210, 799, 260, 811]
aek-body: Ἀναχωρεῖ σήμερα γιά τήν Ἀλβανία προκειμένου νά πραγματοποιήσει φιλικό ἀγώνα μέ τήν Ἀλβανική ὁμάδα Παρτιζάνι τήν Πέμπτη. Στήν ἀποστολή τῆς ΑΕΚ περιλαμβάνονται οἱ ποδοσφαιριστές: Χριστίδης, Μουσούρης, Ρίγας, Τσιλιγγίρης, Κωνσταντίνου, Βλάχος, Μανωλάς.	[380, 781, 578, 870]
list-item: 20.00 Ειδήσεις	[1212, 692, 1275, 702]
results-title: Τά ἀποτελέσματα	[610, 725, 765, 743]
table-cell: 33	[354, 887, 365, 899]
table-cell: 18. Ἀγρίνιο	[210, 822, 256, 834]
article-basketball	[805, 109, 1202, 517]
headline-line2: μέ Όλυμπιακό - Πανιώνιο	[40, 161, 368, 232]
table-cell: 15. Βύζας	[210, 788, 251, 799]
table-cell: 28	[354, 922, 365, 933]
table-cell: 22-36	[319, 788, 344, 799]
table-cell: 17. Ἀναγέννηση	[210, 899, 277, 910]
table-cell: 28	[1185, 311, 1196, 322]
table-cell: 5. ΠΑΟΚ	[992, 311, 1032, 322]
list-item: 22.00 Ειδήσεις	[1212, 702, 1275, 714]
table-cell: 21	[354, 834, 365, 845]
list-item: 12.00 Ὁ χορός στήν ὄπερα	[1387, 713, 1502, 724]
table-row	[207, 777, 368, 789]
table-row	[207, 800, 368, 812]
table-cell: 11. Ἀμπελόκηποι	[992, 380, 1067, 390]
table-cell: 1. Ἠλιούπολη	[210, 876, 267, 887]
table-cell: 22	[1185, 357, 1196, 368]
list-item: 22.00 Ἡ ἀληθινή Γαλήνη	[1212, 453, 1316, 464]
basket-standings-table	[989, 265, 1199, 425]
table-row	[207, 899, 368, 911]
table-cell: 1246-1248	[1125, 334, 1174, 345]
table-cell: 1142-1381	[1126, 390, 1174, 402]
radio-label: ραδιοφωνο	[1212, 512, 1556, 539]
south-results: Ἠλιούπολη - Λευτάδα 4-1, Φωστήρας - Κόβα 2-1, Προδευτική - Πύργος 2-0, Χαλκίδα - Ρόδος 0-1, Ἐλευσίνα - Ἴλιο 1-1, Ἀγρίνιο - Αἰγάλεω 1-2.	[40, 777, 199, 841]
neighborhood-title: ΣΥΝΟΙΚΙΑΚΟΙ	[751, 2054, 829, 2068]
list-item: 17.30 Ἡ ἐπικοινωνία	[1387, 327, 1474, 339]
micro-label: μικρα-μικρα	[805, 539, 1202, 565]
